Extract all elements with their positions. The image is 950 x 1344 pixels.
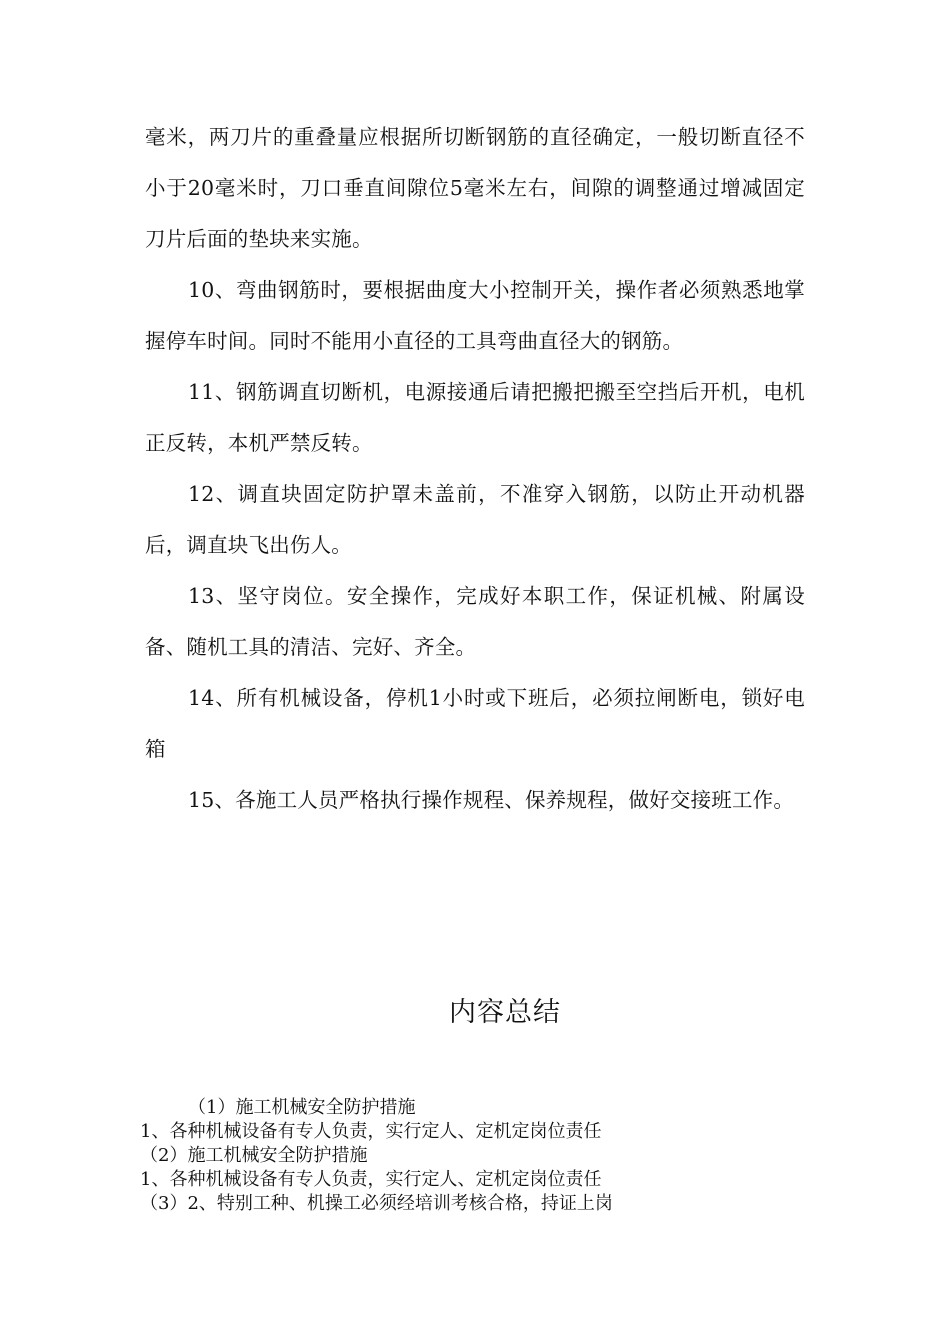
paragraph-continuation: 毫米，两刀片的重叠量应根据所切断钢筋的直径确定，一般切断直径不小于20毫米时，刀口垂直间隙位5毫米左右，间隙的调整通过增减固定刀片后面的垫块来实施。	[145, 125, 805, 251]
paragraph-item-10: 10、弯曲钢筋时，要根据曲度大小控制开关，操作者必须熟悉地掌握停车时间。同时不能用小直径的工具弯曲直径大的钢筋。	[145, 278, 805, 353]
summary-line: （2）施工机械安全防护措施	[140, 1145, 368, 1166]
paragraph-item-14: 14、所有机械设备，停机1小时或下班后，必须拉闸断电，锁好电箱	[145, 686, 805, 761]
summary-line: （3）2、特别工种、机操工必须经培训考核合格，持证上岗	[140, 1193, 613, 1214]
paragraph-item-12: 12、调直块固定防护罩未盖前，不准穿入钢筋，以防止开动机器后，调直块飞出伤人。	[145, 482, 805, 557]
summary-title: 内容总结	[449, 997, 561, 1028]
body-text	[145, 112, 805, 826]
summary-list	[140, 1096, 840, 1216]
paragraph-item-13: 13、坚守岗位。安全操作，完成好本职工作，保证机械、附属设备、随机工具的清洁、完好、齐全。	[145, 584, 805, 659]
summary-line: （1）施工机械安全防护措施	[188, 1097, 416, 1118]
paragraph-item-11: 11、钢筋调直切断机，电源接通后请把搬把搬至空挡后开机，电机正反转，本机严禁反转。	[145, 380, 805, 455]
summary-line: 1、各种机械设备有专人负责，实行定人、定机定岗位责任	[140, 1121, 602, 1142]
paragraph-item-15: 15、各施工人员严格执行操作规程、保养规程，做好交接班工作。	[188, 788, 795, 812]
summary-line: 1、各种机械设备有专人负责，实行定人、定机定岗位责任	[140, 1169, 602, 1190]
